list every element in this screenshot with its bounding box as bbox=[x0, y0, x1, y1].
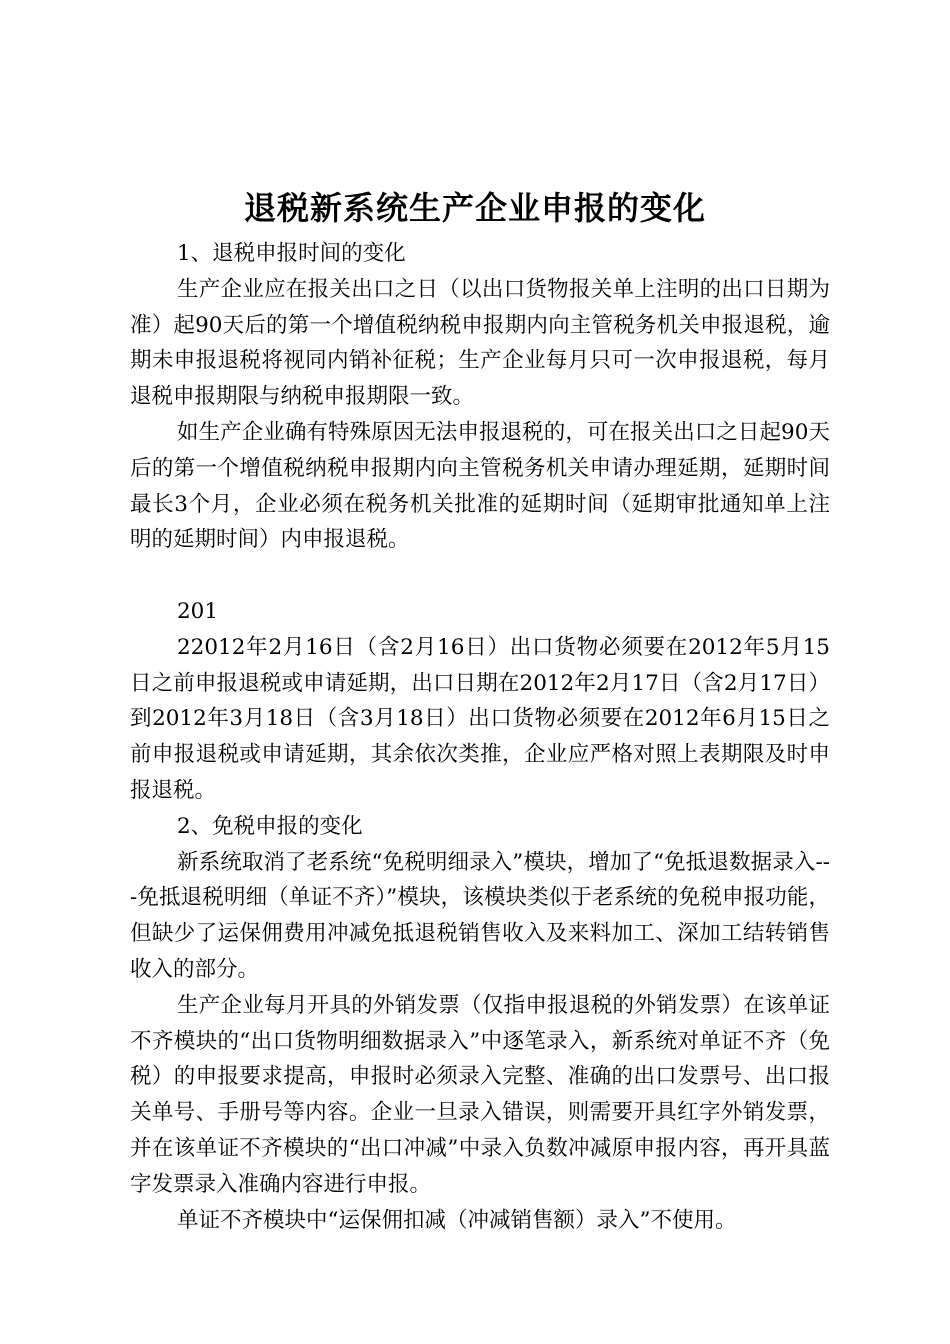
paragraph-extension: 如生产企业确有特殊原因无法申报退税的，可在报关出口之日起90天后的第一个增值税纳税申报期内向主管税务机关申请办理延期，延期时间最长3个月，企业必须在税务机关批准的延期时间（延期审批通知单上注明的延期时间）内申报退税。 bbox=[130, 419, 830, 553]
paragraph-module-change: 新系统取消了老系统“免税明细录入”模块，增加了“免抵退数据录入---免抵退税明细（单证不齐）”模块，该模块类似于老系统的免税申报功能，但缺少了运保佣费用冲减免抵退税销售收入及来料加工、深加工结转销售收入的部分。 bbox=[130, 849, 830, 982]
section-1-heading: 1、退税申报时间的变化 bbox=[177, 241, 406, 266]
paragraph-filing-deadline: 生产企业应在报关出口之日（以出口货物报关单上注明的出口日期为准）起90天后的第一个增值税纳税申报期内向主管税务机关申报退税，逾期未申报退税将视同内销补征税；生产企业每月只可一次申报退税，每月退税申报期限与纳税申报期限一致。 bbox=[130, 276, 830, 410]
paragraph-not-used: 单证不齐模块中“运保佣扣减（冲减销售额）录入”不使用。 bbox=[177, 1207, 737, 1233]
section-2-heading: 2、免税申报的变化 bbox=[177, 813, 363, 839]
paragraph-date-example: 22012年2月16日（含2月16日）出口货物必须要在2012年5月15日之前申报退税或申请延期，出口日期在2012年2月17日（含2月17日）到2012年3月18日（含3月18日）出口货物必须要在2012年6月15日之前申报退税或申请延期，其余依次类推，企业应严格对照上表期限及时申报退税。 bbox=[130, 634, 830, 803]
paragraph-invoice-entry: 生产企业每月开具的外销发票（仅指申报退税的外销发票）在该单证不齐模块的“出口货物明细数据录入”中逐笔录入，新系统对单证不齐（免税）的申报要求提高，申报时必须录入完整、准确的出口发票号、出口报关单号、手册号等内容。企业一旦录入错误，则需要开具红字外销发票，并在该单证不齐模块的“出口冲减”中录入负数冲减原申报内容，再开具蓝字发票录入准确内容进行申报。 bbox=[130, 992, 830, 1197]
document-title: 退税新系统生产企业申报的变化 bbox=[243, 189, 706, 227]
text-fragment: 201 bbox=[177, 598, 219, 624]
blank-line bbox=[130, 558, 830, 594]
document-body bbox=[130, 236, 830, 1238]
